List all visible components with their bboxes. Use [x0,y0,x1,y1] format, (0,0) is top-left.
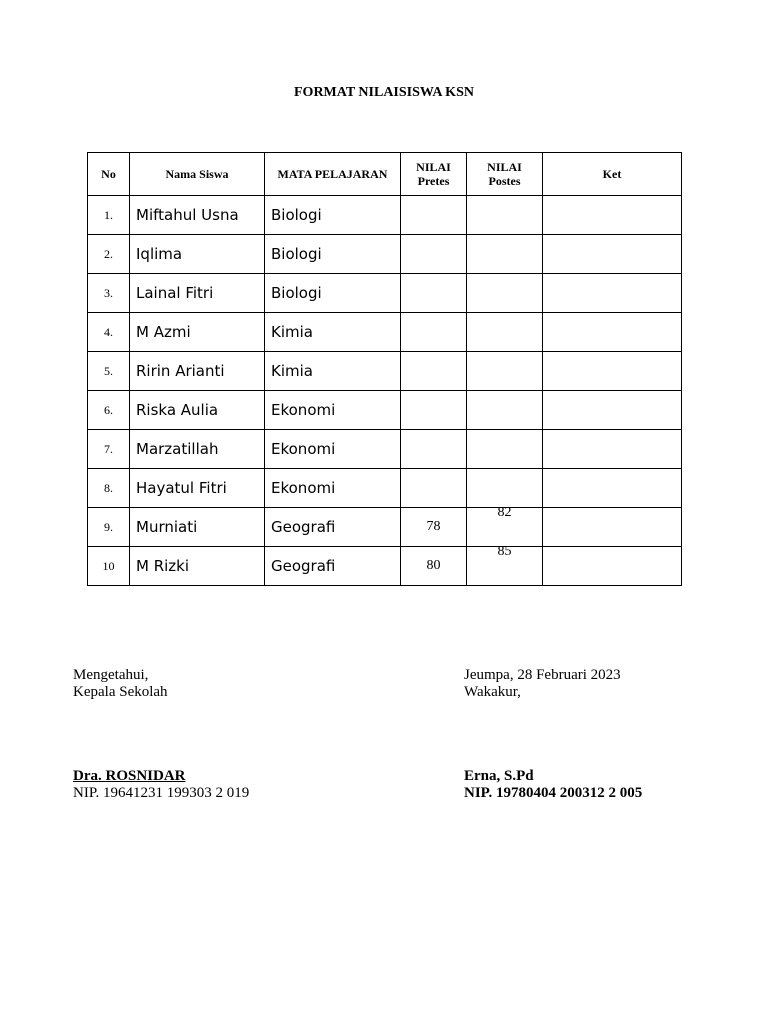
cell-postes [467,274,543,313]
table-row [88,235,682,274]
table-row [88,352,682,391]
cell-postes-value: 82 [497,505,512,520]
cell-postes [467,352,543,391]
signature-left-block [73,768,249,802]
cell-student-name: Miftahul Usna [130,196,265,235]
signature-left [73,667,168,701]
signature-left-name: Dra. ROSNIDAR [73,768,186,784]
cell-subject: Biologi [265,274,401,313]
cell-student-name: M Rizki [130,547,265,586]
cell-pretes [401,352,467,391]
cell-ket [543,235,682,274]
cell-pretes [401,430,467,469]
table-row [88,274,682,313]
cell-pretes [401,196,467,235]
signature-right-line1: Jeumpa, 28 Februari 2023 [464,667,621,683]
table-row [88,196,682,235]
signature-right-nip: NIP. 19780404 200312 2 005 [464,785,643,801]
header-postes-line2: Postes [488,174,521,188]
table-header-row [88,153,682,196]
cell-ket [543,313,682,352]
cell-subject: Kimia [265,313,401,352]
cell-postes-value: 85 [497,544,512,559]
signature-left-line1: Mengetahui, [73,667,149,683]
cell-no: 2. [88,235,130,274]
table-row [88,508,682,547]
signature-left-line2: Kepala Sekolah [73,684,168,700]
cell-subject: Biologi [265,196,401,235]
cell-subject: Biologi [265,235,401,274]
cell-ket [543,508,682,547]
cell-student-name: Lainal Fitri [130,274,265,313]
cell-subject: Geografi [265,508,401,547]
cell-ket [543,274,682,313]
cell-postes [467,544,543,586]
cell-ket [543,547,682,586]
document-title: FORMAT NILAISISWA KSN [294,85,474,100]
cell-postes [467,430,543,469]
cell-no: 10 [88,547,130,586]
header-pretes-line2: Pretes [417,174,450,188]
cell-postes [467,391,543,430]
cell-no: 8. [88,469,130,508]
cell-pretes: 80 [401,547,467,586]
table-row [88,547,682,586]
table-row [88,430,682,469]
table-row [88,391,682,430]
cell-student-name: Marzatillah [130,430,265,469]
cell-subject: Ekonomi [265,469,401,508]
cell-subject: Ekonomi [265,391,401,430]
table-row [88,313,682,352]
header-name: Nama Siswa [130,153,265,196]
cell-no: 6. [88,391,130,430]
cell-no: 4. [88,313,130,352]
cell-postes [467,196,543,235]
cell-no: 5. [88,352,130,391]
cell-subject: Ekonomi [265,430,401,469]
cell-student-name: Murniati [130,508,265,547]
signature-right [464,667,621,701]
cell-ket [543,391,682,430]
cell-student-name: Iqlima [130,235,265,274]
cell-pretes: 78 [401,508,467,547]
cell-postes [467,235,543,274]
cell-pretes [401,235,467,274]
cell-no: 3. [88,274,130,313]
signature-right-block [464,768,642,802]
cell-ket [543,196,682,235]
cell-postes [467,505,543,547]
cell-pretes [401,391,467,430]
cell-postes [467,469,543,508]
header-pretes-line1: NILAI [416,160,451,174]
table-row [88,469,682,508]
signature-left-nip: NIP. 19641231 199303 2 019 [73,785,250,801]
cell-pretes [401,313,467,352]
cell-subject: Geografi [265,547,401,586]
cell-ket [543,430,682,469]
cell-ket [543,352,682,391]
header-postes-line1: NILAI [487,160,522,174]
grades-table [87,152,682,586]
header-postes [467,153,543,196]
signature-right-name: Erna, S.Pd [464,768,534,784]
cell-ket [543,469,682,508]
signature-right-line2: Wakakur, [464,684,521,700]
header-ket: Ket [543,153,682,196]
cell-no: 7. [88,430,130,469]
cell-no: 1. [88,196,130,235]
cell-student-name: Ririn Arianti [130,352,265,391]
cell-pretes [401,274,467,313]
cell-subject: Kimia [265,352,401,391]
header-pretes [401,153,467,196]
cell-no: 9. [88,508,130,547]
header-no: No [88,153,130,196]
header-subject: MATA PELAJARAN [265,153,401,196]
cell-pretes [401,469,467,508]
cell-postes [467,313,543,352]
cell-student-name: Hayatul Fitri [130,469,265,508]
cell-student-name: M Azmi [130,313,265,352]
cell-student-name: Riska Aulia [130,391,265,430]
